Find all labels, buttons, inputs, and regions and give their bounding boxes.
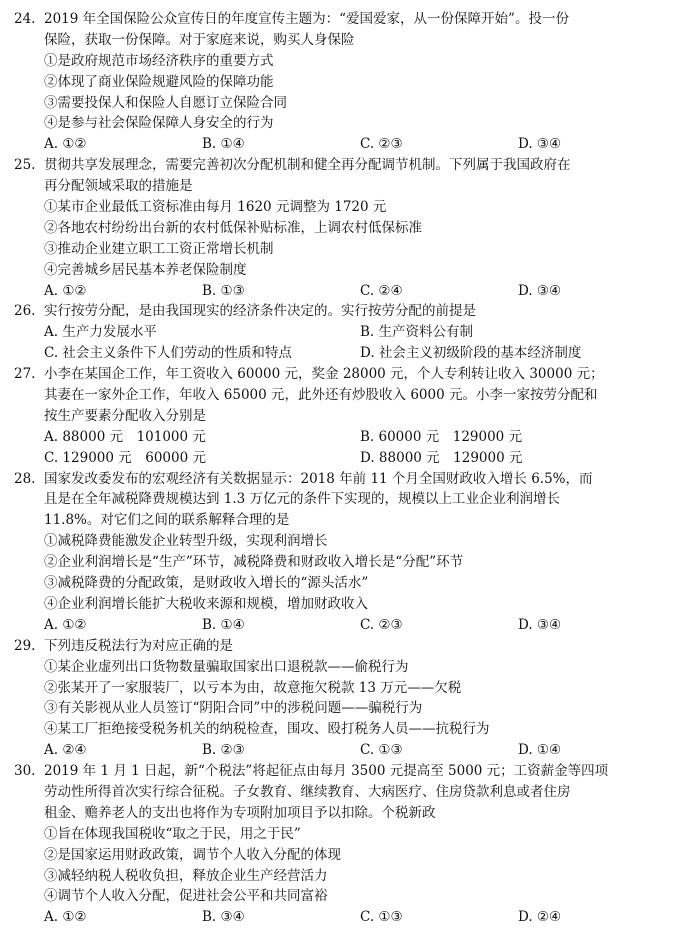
question-stem-text: 国家发改委发布的宏观经济有关数据显示：2018 年前 11 个月全国财政收入增长 6.5%，而 [44, 470, 593, 487]
answer-option: A. 生产力发展水平 [44, 324, 157, 341]
statement-item: ②各地农村纷纷出台新的农村低保补贴标准，上调农村低保标准 [44, 219, 422, 236]
answer-option: D. ③④ [518, 136, 562, 153]
question-stem-line [12, 155, 680, 176]
question-stem-line [12, 469, 680, 490]
question-stem-line [12, 364, 680, 385]
statement-item: ②是国家运用财政政策，调节个人收入分配的体现 [44, 846, 341, 863]
question-stem-line [12, 301, 680, 322]
statement-item: ①是政府规范市场经济秩序的重要方式 [44, 52, 274, 69]
question-stem-line [12, 803, 680, 824]
question-stem-text: 贯彻共享发展理念，需要完善初次分配机制和健全再分配调节机制。下列属于我国政府在 [44, 157, 571, 174]
answer-options [12, 740, 680, 761]
answer-option: D. ②④ [518, 909, 562, 926]
question-stem-text: 实行按劳分配，是由我国现实的经济条件决定的。实行按劳分配的前提是 [44, 303, 476, 320]
question-stem-text: 下列违反税法行为对应正确的是 [44, 637, 233, 654]
question-number: 27. [14, 366, 36, 383]
statement-item: ①某企业虚列出口货物数量骗取国家出口退税款——偷税行为 [44, 658, 409, 675]
answer-option: A. ①② [44, 909, 87, 926]
answer-option: C. ②③ [360, 136, 403, 153]
question-number: 25. [14, 157, 36, 174]
statement-item: ④是参与社会保险保障人身安全的行为 [44, 115, 274, 132]
answer-options [12, 343, 680, 364]
answer-option: C. 129000 元 60000 元 [44, 449, 206, 466]
answer-option: B. ①④ [202, 616, 245, 633]
answer-option: D. ①④ [518, 742, 562, 759]
question-stem-line [12, 385, 680, 406]
answer-option: A. 88000 元 101000 元 [44, 428, 206, 445]
question-number: 30. [14, 763, 36, 780]
question-stem-text: 2019 年 1 月 1 日起，新“个税法”将起征点由每月 3500 元提高至 5000 元；工资薪金等四项 [44, 763, 609, 780]
question-stem-text: 小李在某国企工作，年工资收入 60000 元，奖金 28000 元，个人专利转让收入 30000 元； [44, 366, 604, 383]
statement-item: ③减轻纳税人税收负担，释放企业生产经营活力 [44, 867, 328, 884]
question-24 [12, 9, 680, 155]
question-stem-line [12, 510, 680, 531]
answer-options [12, 281, 680, 302]
answer-option: C. ②③ [360, 616, 403, 633]
answer-option: C. ①③ [360, 909, 403, 926]
statement-item: ③推动企业建立职工工资正常增长机制 [44, 240, 274, 257]
question-stem-text: 其妻在一家外企工作，年收入 65000 元，此外还有炒股收入 6000 元。小李一家按劳分配和 [44, 387, 598, 404]
answer-option: D. 社会主义初级阶段的基本经济制度 [360, 345, 582, 362]
answer-option: A. ①② [44, 282, 87, 299]
question-stem-text: 再分配领域采取的措施是 [44, 178, 193, 195]
statement-item: ①减税降费能激发企业转型升级，实现利润增长 [44, 533, 328, 550]
question-stem-text: 劳动性所得首次实行综合征税。子女教育、继续教育、大病医疗、住房贷款利息或者住房 [44, 783, 571, 800]
question-stem-text: 按生产要素分配收入分别是 [44, 407, 206, 424]
question-stem-text: 且是在全年减税降费规模达到 1.3 万亿元的条件下实现的，规模以上工业企业利润增长 [44, 491, 561, 508]
answer-option: A. ①② [44, 616, 87, 633]
statement-item: ④完善城乡居民基本养老保险制度 [44, 261, 247, 278]
question-stem-line [12, 782, 680, 803]
statement-item: ①旨在体现我国税收“取之于民，用之于民” [44, 825, 301, 842]
statement-item: ④某工厂拒绝接受税务机关的纳税检查，围攻、殴打税务人员——抗税行为 [44, 721, 490, 738]
answer-option: D. 88000 元 129000 元 [360, 449, 523, 466]
question-number: 24. [14, 11, 36, 27]
answer-option: A. ①② [44, 136, 87, 153]
question-28 [12, 469, 680, 636]
question-stem-text: 保险，获取一份保障。对于家庭来说，购买人身保险 [44, 31, 355, 48]
statement-item: ④调节个人收入分配，促进社会公平和共同富裕 [44, 888, 328, 905]
question-stem-line [12, 761, 680, 782]
answer-option: B. ②③ [202, 742, 245, 759]
answer-option: B. ③④ [202, 909, 245, 926]
answer-option: C. ②④ [360, 282, 403, 299]
statement-item: ②企业利润增长是“生产”环节，减税降费和财政收入增长是“分配”环节 [44, 554, 464, 571]
question-stem-line [12, 636, 680, 657]
question-stem-text: 11.8%。对它们之间的联系解释合理的是 [44, 512, 290, 529]
answer-option: C. ①③ [360, 742, 403, 759]
question-stem-text: 租金、赡养老人的支出也将作为专项附加项目予以扣除。个税新政 [44, 804, 436, 821]
answer-options [12, 615, 680, 636]
question-27 [12, 364, 680, 468]
question-stem-line [12, 406, 680, 427]
statement-item: ②体现了商业保险规避风险的保障功能 [44, 73, 274, 90]
answer-option: B. ①④ [202, 136, 245, 153]
question-number: 26. [14, 303, 36, 320]
question-29 [12, 636, 680, 761]
answer-option: D. ③④ [518, 616, 562, 633]
answer-options [12, 427, 680, 448]
statement-item: ③需要投保人和保险人自愿订立保险合同 [44, 94, 287, 111]
answer-option: D. ③④ [518, 282, 562, 299]
statement-item: ②张某开了一家服装厂，以亏本为由，故意拖欠税款 13 万元——欠税 [44, 679, 462, 696]
statement-item: ③有关影视从业人员签订“阴阳合同”中的涉税问题——骗税行为 [44, 700, 423, 717]
question-stem-line [12, 30, 680, 51]
question-stem-text: 2019 年全国保险公众宣传日的年度宣传主题为：“爱国爱家，从一份保障开始”。投一份 [44, 11, 569, 27]
answer-option: B. 60000 元 129000 元 [360, 428, 523, 445]
answer-option: B. 生产资料公有制 [360, 324, 474, 341]
answer-option: A. ②④ [44, 742, 87, 759]
answer-options [12, 448, 680, 469]
statement-item: ③减税降费的分配政策，是财政收入增长的“源头活水” [44, 575, 369, 592]
statement-item: ①某市企业最低工资标准由每月 1620 元调整为 1720 元 [44, 199, 387, 216]
answer-options [12, 907, 680, 928]
answer-option: B. ①③ [202, 282, 245, 299]
question-stem-line [12, 489, 680, 510]
answer-option: C. 社会主义条件下人们劳动的性质和特点 [44, 345, 292, 362]
question-number: 28. [14, 470, 36, 487]
question-stem-line [12, 9, 680, 30]
question-30 [12, 761, 680, 928]
question-stem-line [12, 176, 680, 197]
question-number: 29. [14, 637, 36, 654]
question-26 [12, 301, 680, 364]
question-25 [12, 155, 680, 301]
answer-options [12, 322, 680, 343]
statement-item: ④企业利润增长能扩大税收来源和规模，增加财政收入 [44, 595, 368, 612]
answer-options [12, 134, 680, 155]
